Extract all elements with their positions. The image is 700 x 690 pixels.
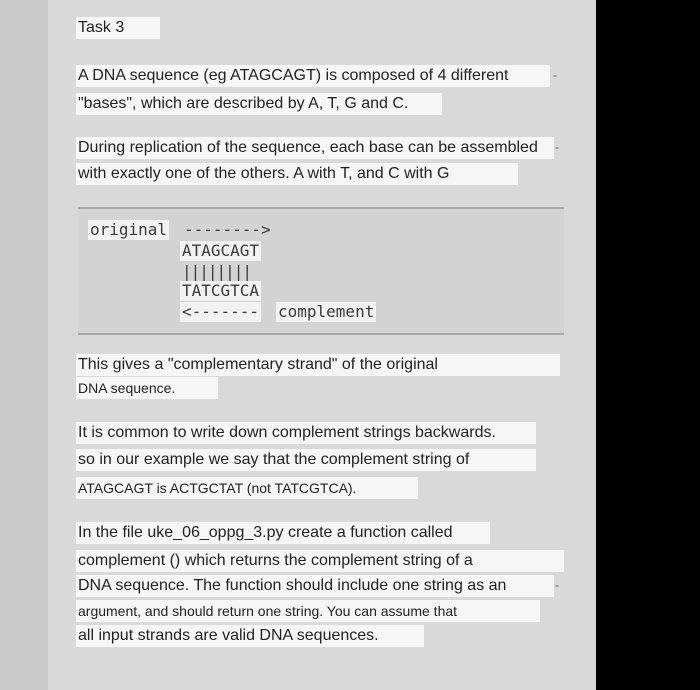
complement-label: complement [278,302,375,321]
para5-line2: complement () which returns the complement string of a [76,550,564,572]
para3-line2: DNA sequence. [76,377,218,399]
para1-line2: "bases", which are described by A, T, G and C. [76,93,442,115]
margin-mark: - [553,68,557,82]
complement-sequence: TATCGTCA [182,281,260,300]
para5-line3: DNA sequence. The function should include one string as an [76,575,554,597]
para5-line5: all input strands are valid DNA sequences. [76,625,424,647]
para2-line1: During replication of the sequence, each base can be assembled [76,137,554,159]
margin-mark: - [555,140,559,154]
para4-line2: so in our example we say that the complement string of [76,449,536,471]
original-label: original [90,220,168,239]
para5-line4: argument, and should return one string. You can assume that [76,600,540,622]
para5-line1: In the file uke_06_oppg_3.py create a function called [76,522,490,544]
right-arrow: --------> [184,220,271,239]
para2-line2: with exactly one of the others. A with T, and C with G [76,163,518,185]
para1-line1: A DNA sequence (eg ATAGCAGT) is composed of 4 different [76,65,550,87]
margin-mark: - [555,578,559,592]
para4-line3: ATAGCAGT is ACTGCTAT (not TATCGTCA). [76,477,418,499]
para3-line1: This gives a "complementary strand" of the original [76,354,560,376]
left-margin [0,0,48,690]
pairing-bars: |||||||| [182,262,252,281]
task-title: Task 3 [76,17,160,39]
left-arrow: <------- [182,302,260,321]
dna-sequence: ATAGCAGT [182,241,260,260]
para4-line1: It is common to write down complement strings backwards. [76,422,536,444]
